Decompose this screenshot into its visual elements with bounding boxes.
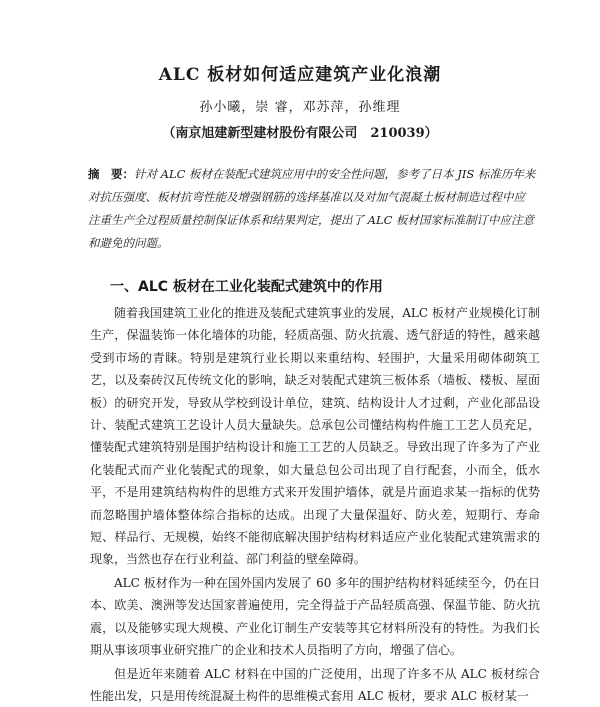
section-body — [90, 302, 540, 707]
abstract-text: 针对 ALC 板材在装配式建筑应用中的安全性问题，参考了日本 JIS 标准历年来对抗压强度、板材抗弯性能及增强钢筋的选择基准以及对加气混凝土板材制造过程中应注重生产全过程质量控制保证体系和结果判定，提出了 ALC 板材国家标准制订中应注意和避免的问题。 — [88, 167, 535, 250]
body-paragraph: 但是近年来随着 ALC 材料在中国的广泛使用，出现了许多不从 ALC 板材综合性能出发，只是用传统混凝土构件的思维模式套用 ALC 板材，要求 ALC 板材某一 — [90, 663, 540, 707]
affiliation: （南京旭建新型建材股份有限公司 210039） — [0, 122, 600, 141]
abstract — [88, 163, 536, 255]
author-list: 孙小曦，崇 睿，邓苏萍，孙维理 — [0, 96, 600, 115]
body-paragraph: ALC 板材作为一种在国外国内发展了 60 多年的围护结构材料延续至今，仍在日本、欧美、澳洲等发达国家普遍使用，完全得益于产品轻质高强、保温节能、防火抗震，以及能够实现大规模、产业化订制生产安装等其它材料所没有的特性。为我们长期从事该项事业研究推广的企业和技术人员指明了方向，增强了信心。 — [90, 572, 540, 662]
body-paragraph: 随着我国建筑工业化的推进及装配式建筑事业的发展，ALC 板材产业规模化订制生产，保温装饰一体化墙体的功能，轻质高强、防火抗震、透气舒适的特性，越来越受到市场的青睐。特别是建筑行业长期以来重结构、轻围护，大量采用砌体砌筑工艺，以及秦砖汉瓦传统文化的影响，缺乏对装配式建筑三板体系（墙板、楼板、屋面板）的研究开发，导致从学校到设计单位，建筑、结构设计人才过剩，产业化部品设计、装配式建筑工艺设计人员大量缺失。总承包公司懂结构构件施工工艺人员充足，懂装配式建筑特别是围护结构设计和施工工艺的人员缺乏。导致出现了许多为了产业化装配式而产业化装配式的现象，如大量总包公司出现了自行配套，小而全，低水平，不是用建筑结构构件的思维方式来开发围护墙体，就是片面追求某一指标的优势而忽略围护墙体整体综合指标的达成。出现了大量保温好、防火差，短期行、寿命短、样品行、无规模，始终不能彻底解决围护结构材料适应产业化装配式建筑需求的现象，当然也存在行业利益、部门利益的壁垒障碍。 — [90, 302, 540, 571]
section-heading: 一、ALC 板材在工业化装配式建筑中的作用 — [110, 276, 383, 296]
paper-title: ALC 板材如何适应建筑产业化浪潮 — [0, 60, 600, 85]
abstract-label: 摘 要： — [88, 167, 134, 181]
